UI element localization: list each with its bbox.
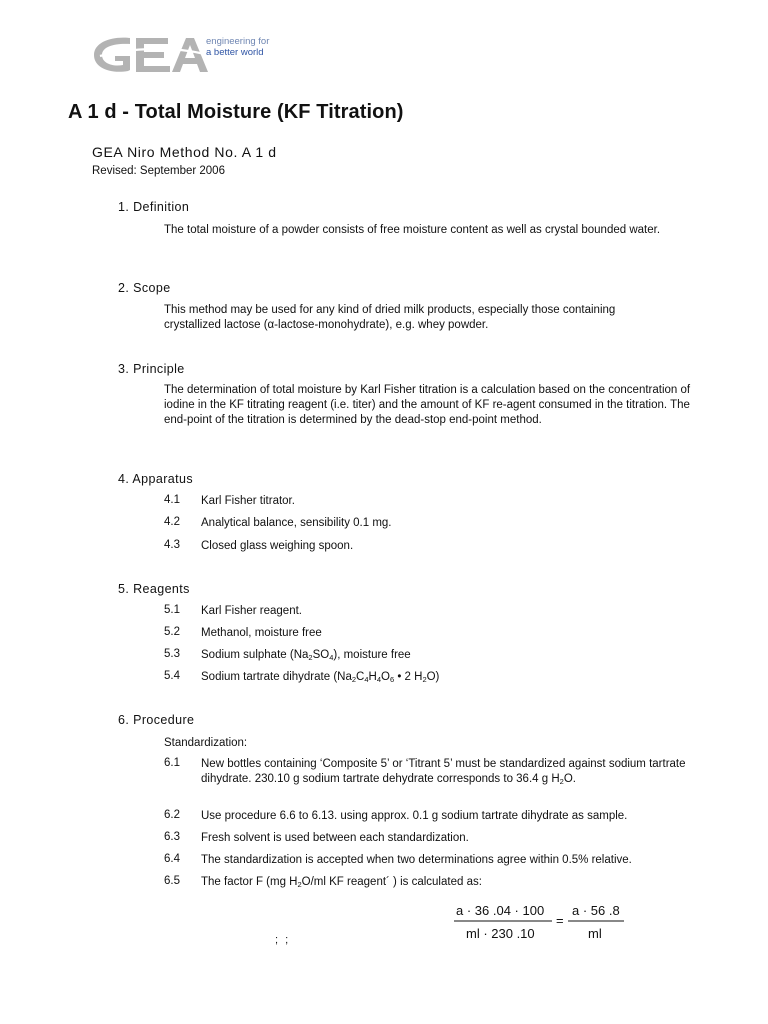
reagent-item-1: Karl Fisher reagent. xyxy=(201,605,302,617)
formula-numerator-2: a · 56 .8 xyxy=(572,903,620,918)
formula-equals: = xyxy=(556,913,564,928)
reagent-num-1: 5.1 xyxy=(164,604,180,616)
heading-procedure: 6. Procedure xyxy=(118,713,195,727)
tagline-line-1: engineering for xyxy=(206,36,270,47)
procedure-item-1: New bottles containing ‘Composite 5’ or ‘Titrant 5’ must be standardized against sodium tartrate dihydrate. 230.10 g sodium tartrate dehydrate corresponds to 36.4 g $H_2O$. xyxy=(201,758,686,786)
definition-text: The total moisture of a powder consists of free moisture content as well as crystal bounded water. xyxy=(164,224,661,236)
factor-formula xyxy=(452,900,642,944)
gea-logo-wordmark xyxy=(94,38,208,72)
method-number: GEA Niro Method No. A 1 d xyxy=(92,144,277,160)
procedure-num-5: 6.5 xyxy=(164,875,180,887)
stray-semicolons: ; ; xyxy=(275,934,291,946)
heading-definition: 1. Definition xyxy=(118,200,190,214)
apparatus-num-3: 4.3 xyxy=(164,539,180,551)
apparatus-item-3: Closed glass weighing spoon. xyxy=(201,540,354,552)
formula-denominator-2: ml xyxy=(588,926,602,941)
scope-text xyxy=(164,303,704,333)
reagent-item-2: Methanol, moisture free xyxy=(201,627,322,639)
procedure-num-2: 6.2 xyxy=(164,809,180,821)
formula-denominator-1: ml · 230 .10 xyxy=(466,926,535,941)
procedure-num-3: 6.3 xyxy=(164,831,180,843)
reagent-item-3: Sodium sulphate $(Na_2SO_4)$, moisture free xyxy=(201,649,411,662)
procedure-subheading: Standardization: xyxy=(164,737,248,749)
procedure-num-4: 6.4 xyxy=(164,853,180,865)
tagline-line-2: a better world xyxy=(206,47,264,58)
reagent-num-2: 5.2 xyxy=(164,626,180,638)
reagent-num-4: 5.4 xyxy=(164,670,180,682)
document-title: A 1 d - Total Moisture (KF Titration) xyxy=(68,101,404,123)
procedure-item-3: Fresh solvent is used between each standardization. xyxy=(201,832,469,844)
revision-date: Revised: September 2006 xyxy=(92,165,225,177)
scope-line-2: crystallized lactose (α-lactose-monohydrate), e.g. whey powder. xyxy=(164,319,489,331)
formula-numerator-1: a · 36 .04 · 100 xyxy=(456,903,545,918)
procedure-item-4: The standardization is accepted when two determinations agree within 0.5% relative. xyxy=(201,854,632,866)
heading-scope: 2. Scope xyxy=(118,281,171,295)
procedure-num-1: 6.1 xyxy=(164,757,180,769)
reagent-num-3: 5.3 xyxy=(164,648,180,660)
apparatus-item-1: Karl Fisher titrator. xyxy=(201,495,295,507)
heading-principle: 3. Principle xyxy=(118,362,185,376)
heading-reagents: 5. Reagents xyxy=(118,582,190,596)
gea-tagline xyxy=(206,36,269,58)
apparatus-item-2: Analytical balance, sensibility 0.1 mg. xyxy=(201,517,392,529)
procedure-item-2: Use procedure 6.6 to 6.13. using approx. 0.1 g sodium tartrate dihydrate as sample. xyxy=(201,810,628,822)
principle-text: The determination of total moisture by Karl Fisher titration is a calculation based on the concentration of iodine in the KF titrating reagent (i.e. titer) and the amount of KF re-agent consumed in the titration. The end-point of the titration is determined by the dead-stop end-point method. xyxy=(164,384,691,426)
procedure-item-5: The factor F (mg $H_2O/ml$ KF reagent´ ) is calculated as: xyxy=(201,876,482,889)
reagent-item-4: Sodium tartrate dihydrate ($Na_2C_4H_4O_6$ • 2 $H_2O$) xyxy=(201,671,440,684)
apparatus-num-2: 4.2 xyxy=(164,516,180,528)
scope-line-1: This method may be used for any kind of dried milk products, especially those containing xyxy=(164,304,616,316)
apparatus-num-1: 4.1 xyxy=(164,494,180,506)
heading-apparatus: 4. Apparatus xyxy=(118,472,193,486)
